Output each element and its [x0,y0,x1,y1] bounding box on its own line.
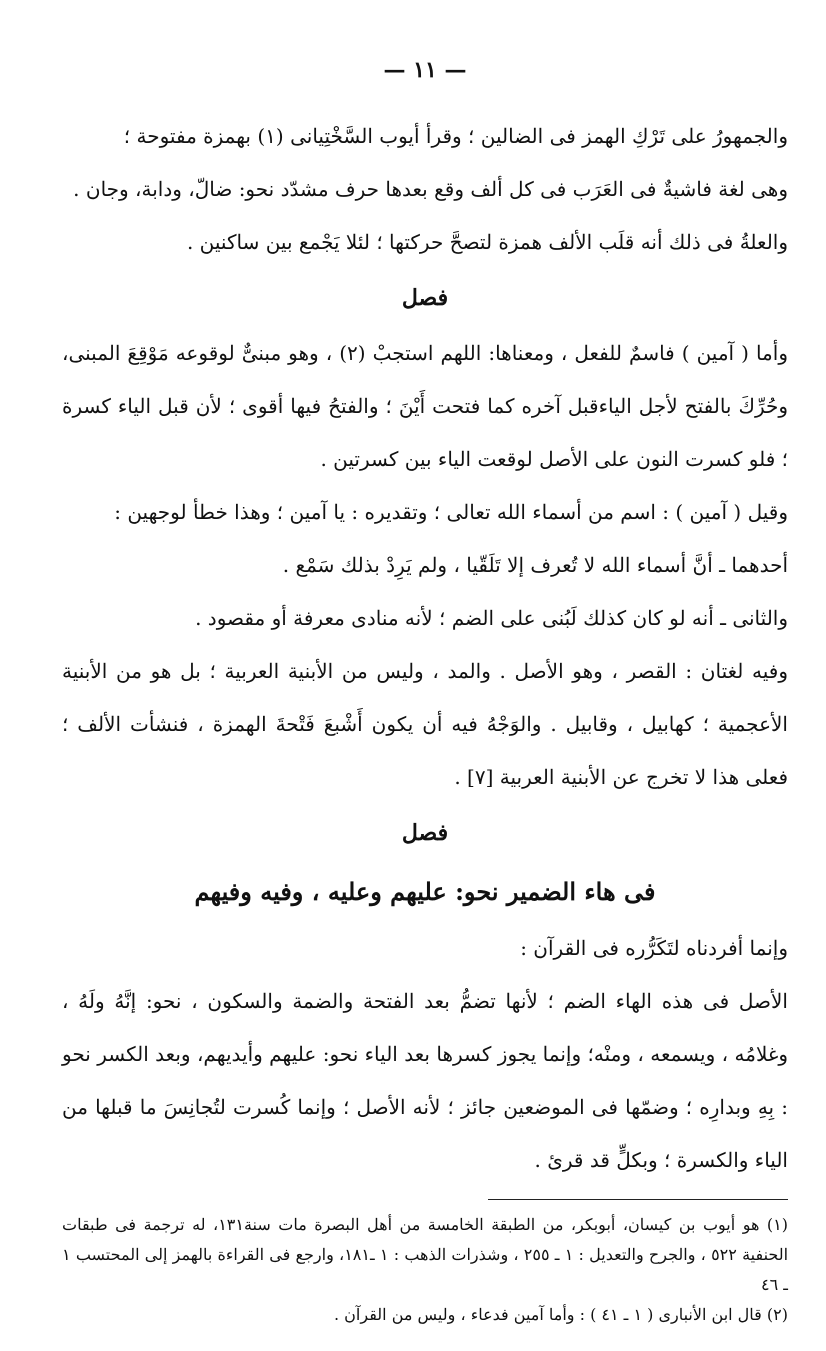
footnote-1: (١) هو أيوب بن كيسان، أبوبكر، من الطبقة الخامسة من أهل البصرة مات سنة١٣١، له ترجمة فى طبقات الحنفية ٥٢٢ ، والجرح والتعديل : ١ ـ ٢٥٥ ، وشذرات الذهب : ١ ـ١٨١، وارجع فى القراءة بالهمز إلى المحتسب ١ ـ ٤٦ [62,1215,789,1294]
amin-reason-2: والثانى ـ أنه لو كان كذلك لَبُنى على الضم ؛ لأنه منادى معرفة أو مقصود . [195,606,788,630]
section-heading-pronoun-ha: فى هاء الضمير نحو: عليهم وعليه ، وفيه وفيهم [194,877,656,906]
intro-line-3: والعلةُ فى ذلك أنه قلَب الألف همزة لتصحَّ حركتها ؛ لئلا يَجْمع بين ساكنين . [186,230,788,254]
intro-line-1: والجمهورُ على تَرْكِ الهمز فى الضالين ؛ وقرأ أيوب السَّخْتِيانى (١) بهمزة مفتوحة ؛ [123,124,788,148]
pronoun-rule: الأصل فى هذه الهاء الضم ؛ لأنها تضمُّ بعد الفتحة والضمة والسكون ، نحو: إنَّهُ ولَهُ ، وغلامُه ، ويسمعه ، ومنْه؛ وإنما يجوز كسرها بعد الياء نحو: عليهم وأيديهم، وبعد الكسر نحو : بِهِ وبدارِه ؛ وضمّها فى الموضعين جائز ؛ لأنه الأصل ؛ وإنما كُسرت لتُجانِسَ ما قبلها من الياء والكسرة ؛ وبكلٍّ قد قرئ . [62,989,788,1172]
book-page [62,52,788,1330]
section-title-fasl-2: فصل [401,820,449,846]
page-number: — ١١ — [383,57,467,83]
footnote-2: (٢) قال ابن الأنبارى ( ١ ـ ٤١ ) : وأما آمين فدعاء ، وليس من القرآن . [334,1305,788,1324]
amin-name-opinion: وقيل ( آمين ) : اسم من أسماء الله تعالى ؛ وتقديره : يا آمين ؛ وهذا خطأ لوجهين : [114,500,788,524]
pronoun-intro: وإنما أفردناه لتَكَرُّره فى القرآن : [520,936,788,960]
intro-line-2: وهى لغة فاشيةٌ فى العَرَب فى كل ألف وقع بعدها حرف مشدّد نحو: ضالّ، ودابة، وجان . [73,177,788,201]
section-title-fasl-1: فصل [401,285,449,311]
amin-paragraph: وأما ( آمين ) فاسمٌ للفعل ، ومعناها: اللهم استجبْ (٢) ، وهو مبنىٌّ لوقوعه مَوْقِعَ المبنى، وحُرِّكَ بالفتح لأجل الياءقبل آخره كما فتحت أَيْنَ ؛ والفتحُ فيها أقوى ؛ لأن قبل الياء كسرة ؛ فلو كسرت النون على الأصل لوقعت الياء بين كسرتين . [62,341,788,471]
footnote-separator [488,1199,788,1200]
amin-dialects: وفيه لغتان : القصر ، وهو الأصل . والمد ، وليس من الأبنية العربية ؛ بل هو من الأبنية الأعجمية ؛ كهابيل ، وقابيل . والوَجْهُ فيه أن يكون أَشْبعَ فَتْحةَ الهمزة ، فنشأت الألف ؛ فعلى هذا لا تخرج عن الأبنية العربية [٧] . [62,659,788,789]
amin-reason-1: أحدهما ـ أنَّ أسماء الله لا تُعرف إلا تَلَقّيا ، ولم يَرِدْ بذلك سَمْع . [282,553,788,577]
